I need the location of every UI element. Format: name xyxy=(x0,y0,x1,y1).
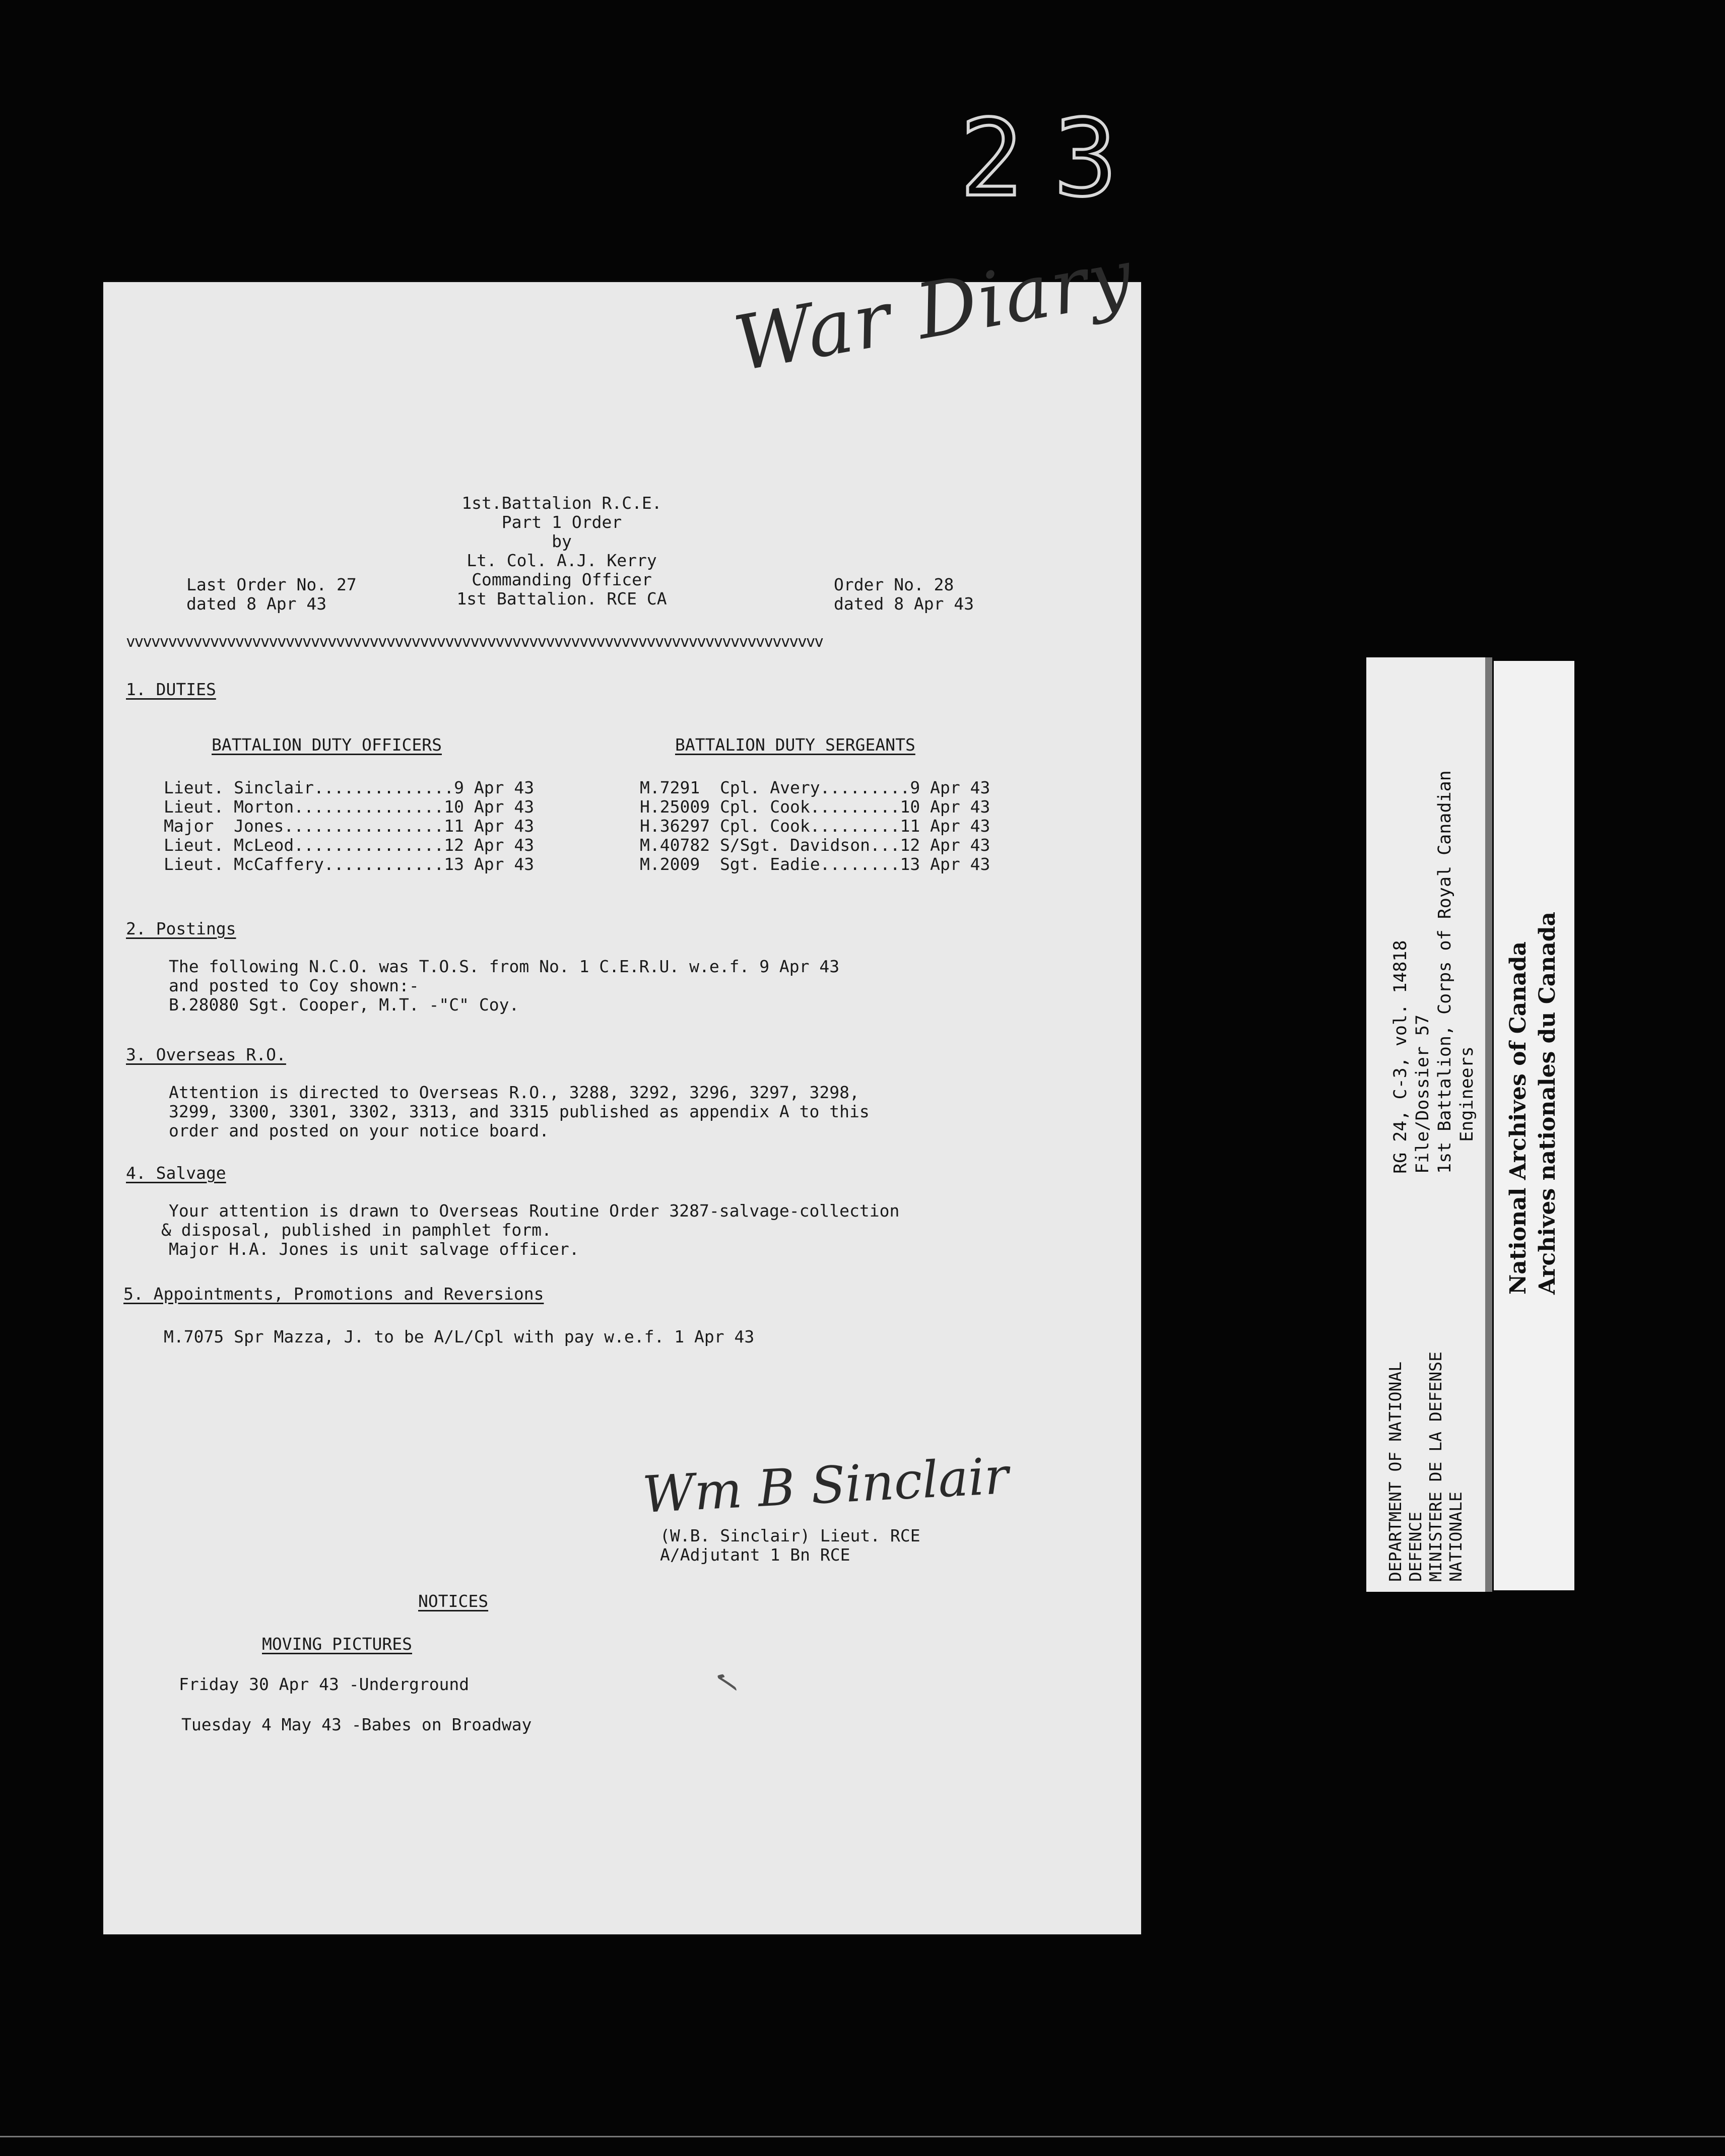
postings-line: B.28080 Sgt. Cooper, M.T. -"C" Coy. xyxy=(169,995,519,1015)
postings-heading-text: 2. Postings xyxy=(126,919,236,938)
duty-officer-row: Major Jones................11 Apr 43 xyxy=(164,816,535,836)
postings-line: The following N.C.O. was T.O.S. from No. 1 C.E.R.U. w.e.f. 9 Apr 43 xyxy=(169,957,840,976)
unit-title: 1st.Battalion R.C.E. xyxy=(461,493,662,513)
signature-name: (W.B. Sinclair) Lieut. RCE xyxy=(660,1526,920,1545)
appointments-heading-text: 5. Appointments, Promotions and Reversions xyxy=(123,1284,544,1304)
frame-number: 23 xyxy=(960,97,1148,220)
duty-sergeant-row: M.7291 Cpl. Avery.........9 Apr 43 xyxy=(640,778,990,797)
duty-sergeant-row: H.25009 Cpl. Cook.........10 Apr 43 xyxy=(640,797,990,817)
duties-heading xyxy=(126,680,216,699)
duty-officer-row: Lieut. McLeod...............12 Apr 43 xyxy=(164,835,535,855)
overseas-ro-heading xyxy=(126,1045,286,1064)
duty-officer-row: Lieut. Sinclair..............9 Apr 43 xyxy=(164,778,535,797)
duty-officer-row: Lieut. Morton...............10 Apr 43 xyxy=(164,797,535,817)
handwritten-heading: War Diary xyxy=(728,232,1141,389)
handwritten-initials: ✓ xyxy=(706,1664,745,1696)
notices-heading: NOTICES xyxy=(418,1591,489,1611)
archive-department: DEPARTMENT OF NATIONAL DEFENCE MINISTERE DE LA DEFENSE NATIONALE xyxy=(1385,1352,1466,1582)
appointments-heading xyxy=(123,1285,544,1304)
salvage-heading-text: 4. Salvage xyxy=(126,1163,226,1183)
overseas-ro-line: 3299, 3300, 3301, 3302, 3313, and 3315 published as appendix A to this xyxy=(169,1102,870,1121)
by-line: by xyxy=(552,531,572,551)
duties-heading-text: 1. DUTIES xyxy=(126,680,216,699)
postings-line: and posted to Coy shown:- xyxy=(169,976,419,995)
postings-heading xyxy=(126,919,236,938)
overseas-ro-line: order and posted on your notice board. xyxy=(169,1121,549,1140)
salvage-line: Major H.A. Jones is unit salvage officer. xyxy=(169,1239,579,1259)
appointments-line: M.7075 Spr Mazza, J. to be A/L/Cpl with pay w.e.f. 1 Apr 43 xyxy=(164,1327,755,1346)
duty-sergeant-row: M.40782 S/Sgt. Davidson...12 Apr 43 xyxy=(640,835,990,855)
notice-line: Tuesday 4 May 43 -Babes on Broadway xyxy=(181,1715,532,1734)
moving-pictures-heading: MOVING PICTURES xyxy=(262,1634,413,1654)
salvage-heading xyxy=(126,1164,226,1183)
archive-institution: National Archives of Canada Archives nationales du Canada xyxy=(1505,911,1560,1295)
film-edge xyxy=(0,2136,1725,2137)
separator-line: vvvvvvvvvvvvvvvvvvvvvvvvvvvvvvvvvvvvvvvvvvvvvvvvvvvvvvvvvvvvvvvvvvvvvvvvvvvvvvvvvvv xyxy=(126,633,823,651)
notice-line: Friday 30 Apr 43 -Underground xyxy=(179,1674,470,1694)
salvage-line: Your attention is drawn to Overseas Routine Order 3287-salvage-collection xyxy=(169,1201,900,1221)
duty-sergeant-row: H.36297 Cpl. Cook.........11 Apr 43 xyxy=(640,816,990,836)
unit-full-name: 1st Battalion. RCE CA xyxy=(456,589,667,609)
order-title: Part 1 Order xyxy=(501,512,622,532)
duty-sergeants-heading: BATTALION DUTY SERGEANTS xyxy=(675,735,915,755)
salvage-line: & disposal, published in pamphlet form. xyxy=(161,1220,552,1240)
commander-name: Lt. Col. A.J. Kerry xyxy=(467,551,657,570)
label-divider xyxy=(1485,657,1492,1592)
commander-role: Commanding Officer xyxy=(472,570,652,589)
order-number: Order No. 28 xyxy=(834,575,954,594)
last-order-date: dated 8 Apr 43 xyxy=(186,594,327,614)
order-date: dated 8 Apr 43 xyxy=(834,594,974,614)
overseas-ro-heading-text: 3. Overseas R.O. xyxy=(126,1045,286,1064)
last-order-number: Last Order No. 27 xyxy=(186,575,357,594)
document-page xyxy=(103,232,1141,1934)
archive-reference: RG 24, C-3, vol. 14818 File/Dossier 57 1st Battalion, Corps of Royal Canadian Engineers xyxy=(1390,770,1477,1174)
duty-officer-row: Lieut. McCaffery............13 Apr 43 xyxy=(164,854,535,874)
duty-officers-heading: BATTALION DUTY OFFICERS xyxy=(212,735,442,755)
overseas-ro-line: Attention is directed to Overseas R.O., 3288, 3292, 3296, 3297, 3298, xyxy=(169,1083,859,1102)
duty-sergeant-row: M.2009 Sgt. Eadie........13 Apr 43 xyxy=(640,854,990,874)
signature-title: A/Adjutant 1 Bn RCE xyxy=(660,1545,850,1565)
handwritten-signature: Wm B Sinclair xyxy=(641,1446,1010,1524)
